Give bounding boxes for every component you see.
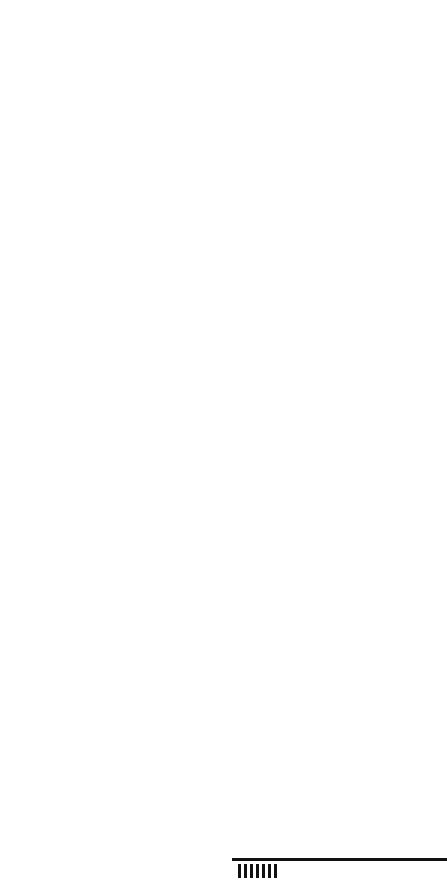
cut-top-text	[0, 0, 447, 12]
barcode-icon	[238, 864, 278, 878]
article-body	[6, 40, 442, 840]
footer-strip	[232, 858, 447, 882]
